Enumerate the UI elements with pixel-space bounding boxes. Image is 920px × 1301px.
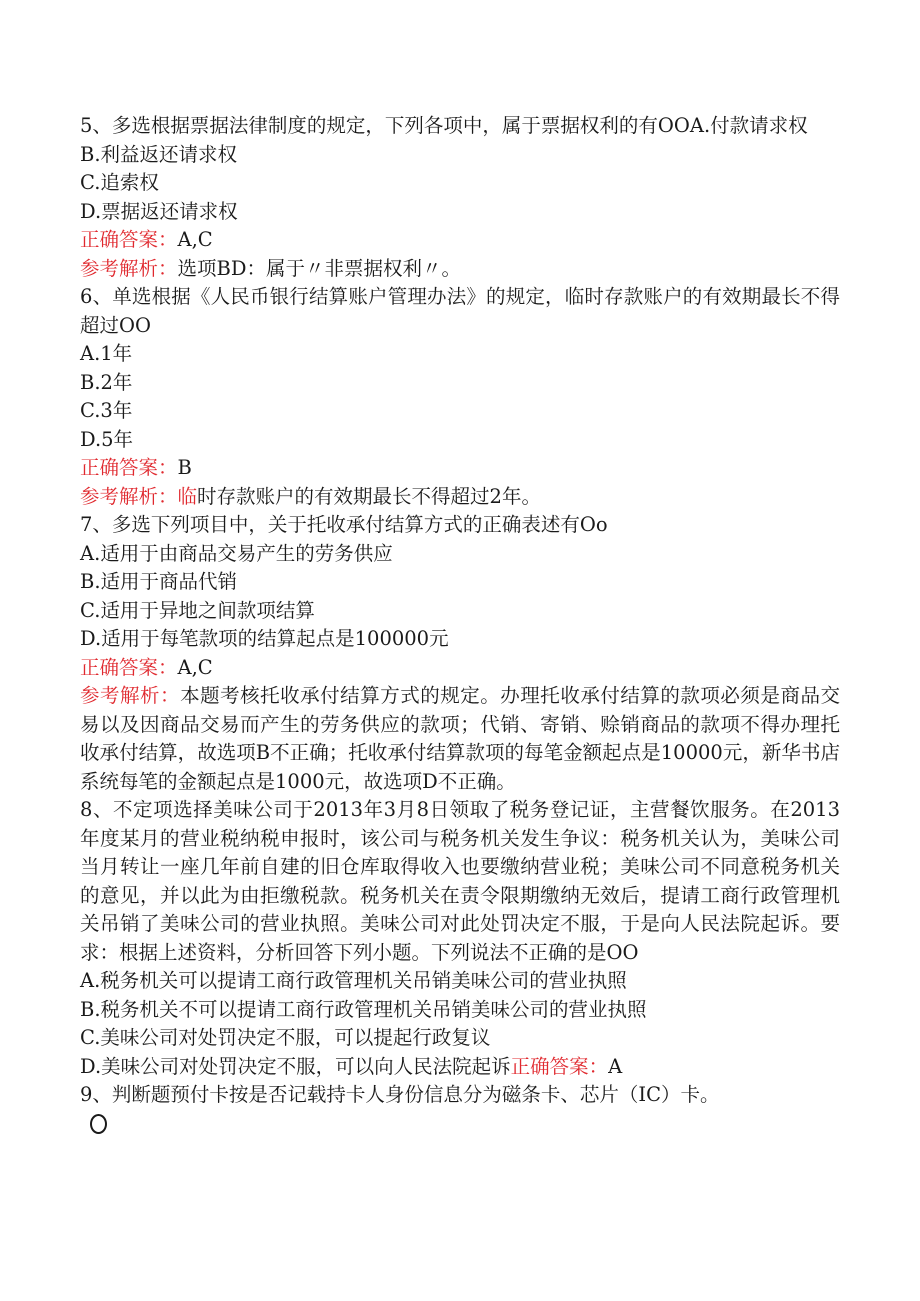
q5-answer-value: A,C [177, 228, 213, 251]
q5-analysis [80, 255, 840, 284]
q5-analysis-label: 参考解析： [80, 256, 178, 280]
q7-option-d: D.适用于每笔款项的结算起点是100000元 [80, 627, 449, 650]
q7-option-b: B.适用于商品代销 [80, 570, 238, 593]
q9-stem: 9、判断题预付卡按是否记载持卡人身份信息分为磁条卡、芯片（IC）卡。 [80, 1083, 720, 1106]
q6-analysis-red-char: 临 [177, 484, 198, 508]
q6-answer-value: B [177, 456, 192, 479]
q5-answer-label: 正确答案： [80, 228, 178, 251]
q6-analysis-text: 时存款账户的有效期最长不得超过2年。 [197, 484, 541, 508]
q6-stem: 6、单选根据《人民币银行结算账户管理办法》的规定，临时存款账户的有效期最长不得超过OO [80, 285, 840, 337]
q5-option-c: C.追索权 [80, 171, 159, 194]
q6-answer [80, 454, 840, 483]
q7-option-a: A.适用于由商品交易产生的劳务供应 [80, 541, 393, 565]
q8-answer-value: A [608, 1054, 623, 1078]
q6-option-b: B.2年 [80, 370, 133, 394]
q6-option-c: C.3年 [80, 399, 133, 422]
q7-option-c: C.适用于异地之间款项结算 [80, 598, 315, 622]
q6-option-a: A.1年 [80, 342, 133, 365]
q5-option-d: D.票据返还请求权 [80, 199, 238, 223]
q8-option-d-and-answer [80, 1053, 840, 1082]
q8-option-a: A.税务机关可以提请工商行政管理机关吊销美味公司的营业执照 [80, 969, 627, 992]
q5-option-b: B.利益返还请求权 [80, 142, 238, 166]
q8-option-c: C.美味公司对处罚决定不服，可以提起行政复议 [80, 1026, 491, 1049]
q8-option-b: B.税务机关不可以提请工商行政管理机关吊销美味公司的营业执照 [80, 997, 647, 1021]
q7-analysis-label: 参考解析： [80, 684, 181, 707]
q8-option-d: D.美味公司对处罚决定不服，可以向人民法院起诉 [80, 1054, 511, 1078]
q6-analysis [80, 483, 840, 512]
q5-answer [80, 226, 840, 255]
q5-analysis-text: 选项BD：属于〃非票据权利〃。 [177, 256, 461, 280]
q7-answer-value: A,C [177, 655, 213, 679]
q8-stem: 8、不定项选择美味公司于2013年3月8日领取了税务登记证，主营餐饮服务。在2013年度某月的营业税纳税申报时，该公司与税务机关发生争议：税务机关认为，美味公司当月转让一座几年前自建的旧仓库取得收入也要缴纳营业税；美味公司不同意税务机关的意见，并以此为由拒缴税款。税务机关在责令限期缴纳无效后，提请工商行政管理机关吊销了美味公司的营业执照。美味公司对此处罚决定不服，于是向人民法院起诉。要求：根据上述资料，分析回答下列小题。下列说法不正确的是OO [80, 798, 840, 964]
document-page [80, 112, 840, 1134]
q6-answer-label: 正确答案： [80, 456, 178, 479]
q7-stem: 7、多选下列项目中，关于托收承付结算方式的正确表述有Oo [80, 513, 608, 536]
q7-answer-label: 正确答案： [80, 655, 178, 679]
q6-analysis-label: 参考解析： [80, 484, 178, 508]
q6-option-d: D.5年 [80, 427, 134, 451]
answer-blank-circle-icon [90, 1114, 107, 1134]
q8-answer-label: 正确答案： [510, 1054, 609, 1078]
q5-stem: 5、多选根据票据法律制度的规定，下列各项中，属于票据权利的有OOA.付款请求权 [80, 114, 808, 137]
q7-answer [80, 654, 840, 683]
q7-analysis-text: 本题考核托收承付结算方式的规定。办理托收承付结算的款项必须是商品交易以及因商品交易而产生的劳务供应的款项；代销、寄销、赊销商品的款项不得办理托收承付结算，故选项B不正确；托收承付结算款项的每笔金额起点是10000元，新华书店系统每笔的金额起点是1000元，故选项D不正确。 [80, 684, 840, 793]
q7-analysis [80, 682, 840, 796]
